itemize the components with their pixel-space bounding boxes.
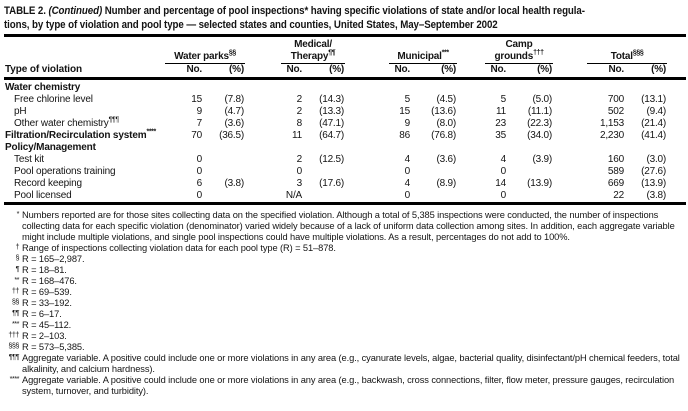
spacer xyxy=(460,106,482,118)
title-line-1 xyxy=(4,5,607,19)
footnote-text: R = 6–17. xyxy=(22,309,62,319)
spacer xyxy=(460,118,482,130)
spacer xyxy=(348,118,386,130)
cell-no: 9 xyxy=(404,118,411,129)
spacer xyxy=(248,94,278,106)
cell-pct xyxy=(414,190,460,204)
cell-no: 5 xyxy=(500,94,507,105)
table-title xyxy=(4,5,685,32)
cell-no: 22 xyxy=(613,190,625,201)
cell-pct: (12.5) xyxy=(319,154,345,165)
row-label: Pool operations training xyxy=(14,166,116,177)
spacer xyxy=(556,118,584,130)
group-label: Water parks xyxy=(174,50,229,62)
cell-pct: (13.1) xyxy=(641,94,667,105)
cell-no: 0 xyxy=(500,190,507,201)
data-row xyxy=(4,166,686,178)
cell-pct: (21.4) xyxy=(641,118,667,129)
data-row xyxy=(4,118,686,130)
spacer xyxy=(556,166,584,178)
spacer xyxy=(670,118,686,130)
cell-no: 14 xyxy=(495,178,507,189)
row-label: Other water chemistry¶¶¶ xyxy=(14,116,119,129)
spacer xyxy=(248,106,278,118)
group-label: Total xyxy=(610,50,633,62)
cell-no: 1,153 xyxy=(599,118,625,129)
spacer xyxy=(556,64,584,79)
cell-pct: (11.1) xyxy=(527,106,553,117)
footnote-marker: ¶¶ xyxy=(328,49,336,57)
spacer xyxy=(556,190,584,204)
spacer xyxy=(248,154,278,166)
footnote-text: Numbers reported are for those sites collecting data on the specified violation. Although a total of 5,385 inspections were conducted, the number of inspections collecting data for each specific violation (denominator) varied widely because of a lack of uniform data collection among sites. In addition, each aggregate variable might include multiple violations, and single pool inspections could have multiple violations. As a result, percentages do not add to 100%. xyxy=(22,210,675,242)
cell-no: 6 xyxy=(196,178,202,189)
cell-no: 23 xyxy=(495,118,507,129)
cell-no: 0 xyxy=(296,166,302,177)
spacer xyxy=(460,166,482,178)
spacer xyxy=(248,36,278,65)
footnote xyxy=(4,331,682,342)
violations-table xyxy=(4,34,686,205)
cell-no: 160 xyxy=(607,154,625,165)
spacer xyxy=(556,178,584,190)
cell-pct xyxy=(510,166,556,178)
footnote xyxy=(4,320,682,331)
spacer xyxy=(460,190,482,204)
cell-pct: (5.0) xyxy=(532,94,553,105)
spacer xyxy=(460,178,482,190)
spacer xyxy=(248,130,278,142)
cell-pct: (3.8) xyxy=(646,190,667,201)
spacer xyxy=(348,106,386,118)
footnote-text: R = 69–539. xyxy=(22,287,72,297)
cell-pct: (13.9) xyxy=(527,178,553,189)
cell-pct: (4.5) xyxy=(436,94,457,105)
spacer xyxy=(670,64,686,79)
cell-pct: (22.3) xyxy=(527,118,553,129)
spacer xyxy=(670,130,686,142)
spacer xyxy=(556,94,584,106)
cell-no: N/A xyxy=(285,190,302,201)
footnote-marker: ††† xyxy=(533,49,544,57)
cell-pct: (36.5) xyxy=(219,130,244,141)
spacer xyxy=(248,166,278,178)
footnote-marker: § xyxy=(15,253,19,262)
cell-pct: (7.8) xyxy=(224,94,244,105)
footnote xyxy=(4,287,682,298)
footnote xyxy=(4,375,682,397)
spacer xyxy=(670,166,686,178)
footnote-marker: ¶¶¶ xyxy=(8,352,19,361)
data-row xyxy=(4,130,686,142)
row-label: Filtration/Recirculation system**** xyxy=(5,128,156,141)
cell-no: 2 xyxy=(296,106,302,117)
footnote-marker: **** xyxy=(146,128,156,136)
cell-pct: (9.4) xyxy=(646,106,667,117)
footnote-marker: §§§ xyxy=(8,341,19,350)
row-label: Free chlorine level xyxy=(14,94,93,105)
footnote xyxy=(4,342,682,353)
cell-pct: (3.0) xyxy=(646,154,667,165)
spacer xyxy=(348,64,386,79)
cell-no: 4 xyxy=(404,178,411,189)
cell-no: 7 xyxy=(196,118,202,129)
spacer xyxy=(460,64,482,79)
table-number: TABLE 2. xyxy=(4,5,49,17)
group-label-line1: Camp xyxy=(505,39,533,50)
row-label: Policy/Management xyxy=(5,142,96,153)
footnote-text: R = 45–112. xyxy=(22,320,72,330)
footnote-marker: *** xyxy=(441,49,449,57)
subheader-no: No. xyxy=(278,64,306,79)
cell-no: 15 xyxy=(191,94,202,105)
cell-no: 669 xyxy=(607,178,625,189)
subheader-pct: (%) xyxy=(206,64,248,79)
cell-no: 2 xyxy=(296,94,302,105)
data-row xyxy=(4,190,686,204)
footnote xyxy=(4,210,682,243)
section-row xyxy=(4,79,686,95)
title-line-2: tions, by type of violation and pool type — selected states and counties, United States, May–September 2002 xyxy=(4,18,498,31)
cell-no: 0 xyxy=(404,190,411,201)
cell-no: 0 xyxy=(196,154,202,165)
cell-no: 0 xyxy=(500,166,507,177)
cell-pct: (17.6) xyxy=(319,178,345,189)
col-group-municipal xyxy=(386,36,460,65)
cell-no: 15 xyxy=(399,106,411,117)
cell-pct xyxy=(306,166,348,178)
title-continued: (Continued) xyxy=(48,5,103,17)
col-group-camp-grounds xyxy=(482,36,556,65)
data-row xyxy=(4,94,686,106)
subheader-pct: (%) xyxy=(510,64,556,79)
cell-no: 0 xyxy=(196,166,202,177)
cell-no: 9 xyxy=(196,106,202,117)
cell-pct: (76.8) xyxy=(431,130,457,141)
cell-no: 86 xyxy=(399,130,411,141)
cell-no: 11 xyxy=(292,130,302,141)
footnote-marker: ¶ xyxy=(15,264,19,273)
footnote-marker: †† xyxy=(11,286,19,295)
cell-no: 589 xyxy=(607,166,625,177)
footnote-text: R = 168–476. xyxy=(22,276,77,286)
cell-pct: (3.6) xyxy=(436,154,457,165)
spacer xyxy=(248,190,278,204)
footnote-text: Range of inspections collecting violation data for each pool type (R) = 51–878. xyxy=(22,243,336,253)
cell-pct: (14.3) xyxy=(319,94,345,105)
data-row xyxy=(4,178,686,190)
cell-pct: (13.6) xyxy=(431,106,457,117)
spacer xyxy=(348,190,386,204)
footnote-text: R = 573–5,385. xyxy=(22,342,85,352)
cell-no: 4 xyxy=(500,154,507,165)
spacer xyxy=(556,36,584,65)
footnote xyxy=(4,353,682,375)
cell-no: 5 xyxy=(404,94,411,105)
footnote-text: R = 33–192. xyxy=(22,298,72,308)
spacer xyxy=(248,64,278,79)
data-row xyxy=(4,154,686,166)
subheader-pct: (%) xyxy=(628,64,670,79)
cell-pct xyxy=(306,190,348,204)
cell-pct: (3.8) xyxy=(224,178,244,189)
subheader-pct: (%) xyxy=(414,64,460,79)
subheader-no: No. xyxy=(162,64,206,79)
cell-no: 502 xyxy=(607,106,625,117)
row-label: pH xyxy=(14,106,27,117)
footnote-text: R = 18–81. xyxy=(22,265,67,275)
footnote-text: R = 165–2,987. xyxy=(22,254,85,264)
cell-pct xyxy=(206,166,248,178)
footnote xyxy=(4,309,682,320)
spacer xyxy=(348,36,386,65)
footnote-marker: ¶¶¶ xyxy=(108,116,119,124)
cell-no: 0 xyxy=(196,190,202,201)
footnote-marker: §§§ xyxy=(632,49,644,57)
footnotes xyxy=(4,210,685,397)
cell-pct: (4.7) xyxy=(224,106,244,117)
group-label: Therapy xyxy=(290,50,329,62)
cell-pct xyxy=(206,154,248,166)
footnote-text: R = 2–103. xyxy=(22,331,67,341)
cell-pct: (27.6) xyxy=(641,166,667,177)
cell-no: 35 xyxy=(495,130,507,141)
cell-pct: (13.3) xyxy=(319,106,345,117)
cell-pct: (3.9) xyxy=(532,154,553,165)
subheader-no: No. xyxy=(584,64,628,79)
cell-no: 8 xyxy=(296,118,302,129)
footnote xyxy=(4,265,682,276)
footnote xyxy=(4,254,682,265)
spacer xyxy=(556,106,584,118)
footnote xyxy=(4,298,682,309)
cell-no: 2 xyxy=(296,154,302,165)
table-body xyxy=(4,79,686,204)
subheader-no: No. xyxy=(386,64,414,79)
footnote xyxy=(4,243,682,254)
cell-pct: (8.9) xyxy=(436,178,457,189)
cell-no: 0 xyxy=(404,166,411,177)
footnote-text: Aggregate variable. A positive could include one or more violations in any area (e.g., cyanurate levels, algae, bacterial quality, disinfectant/pH chemical feeders, total alkalinity, and calcium hardness). xyxy=(22,353,680,374)
col-group-water-parks xyxy=(162,36,248,65)
title-text: Number and percentage of pool inspections* having specific violations of state and/or local health regula- xyxy=(102,5,585,17)
footnote-marker: §§ xyxy=(228,49,236,57)
cell-pct xyxy=(414,166,460,178)
spacer xyxy=(460,36,482,65)
spacer xyxy=(460,154,482,166)
footnote-marker: ¶¶ xyxy=(12,308,19,317)
footnote-marker: ** xyxy=(14,275,19,284)
spacer xyxy=(556,154,584,166)
cell-pct: (8.0) xyxy=(436,118,457,129)
cell-no: 70 xyxy=(191,130,202,141)
spacer xyxy=(248,118,278,130)
col-group-total xyxy=(584,36,670,65)
row-label: Test kit xyxy=(14,154,44,165)
spacer xyxy=(556,130,584,142)
footnote-marker: **** xyxy=(9,374,19,383)
spacer xyxy=(248,178,278,190)
spacer xyxy=(670,94,686,106)
cell-no: 3 xyxy=(296,178,302,189)
row-label: Pool licensed xyxy=(14,190,72,201)
footnote-marker: ††† xyxy=(8,330,19,339)
spacer xyxy=(460,94,482,106)
cell-pct xyxy=(206,190,248,204)
cell-no: 700 xyxy=(607,94,625,105)
subheader-no: No. xyxy=(482,64,510,79)
spacer xyxy=(460,130,482,142)
spacer xyxy=(670,154,686,166)
cell-no: 4 xyxy=(404,154,411,165)
footnote-marker: * xyxy=(16,209,19,218)
cell-pct: (13.9) xyxy=(641,178,667,189)
spacer xyxy=(670,178,686,190)
cell-pct: (64.7) xyxy=(319,130,345,141)
spacer xyxy=(670,106,686,118)
cell-pct xyxy=(510,190,556,204)
spacer xyxy=(348,130,386,142)
row-label: Water chemistry xyxy=(5,82,81,93)
spacer xyxy=(348,154,386,166)
cell-pct: (41.4) xyxy=(641,130,667,141)
cell-pct: (34.0) xyxy=(527,130,553,141)
spacer xyxy=(348,94,386,106)
footnote-marker: † xyxy=(15,242,19,251)
cell-no: 2,230 xyxy=(599,130,625,141)
cell-pct: (47.1) xyxy=(319,118,345,129)
footnote-marker: *** xyxy=(11,319,19,328)
footnote-marker: §§ xyxy=(11,297,19,306)
subheader-pct: (%) xyxy=(306,64,348,79)
row-label: Record keeping xyxy=(14,178,82,189)
spacer xyxy=(348,166,386,178)
col-group-medical-therapy xyxy=(278,36,348,65)
group-label: grounds xyxy=(494,50,534,62)
cell-no: 11 xyxy=(496,106,507,117)
spacer xyxy=(348,178,386,190)
type-of-violation-header: Type of violation xyxy=(4,36,162,79)
spacer xyxy=(670,36,686,65)
footnote-text: Aggregate variable. A positive could include one or more violations in any area (e.g., backwash, cross connections, filter, flow meter, pressure gauges, recirculation system, turnover, and turbidity). xyxy=(22,375,675,396)
group-label: Municipal xyxy=(397,50,442,62)
group-header-row xyxy=(4,36,686,65)
section-row xyxy=(4,142,686,154)
group-label-line1: Medical/ xyxy=(294,39,332,50)
cell-pct: (3.6) xyxy=(224,118,244,129)
spacer xyxy=(670,190,686,204)
footnote xyxy=(4,276,682,287)
data-row xyxy=(4,106,686,118)
